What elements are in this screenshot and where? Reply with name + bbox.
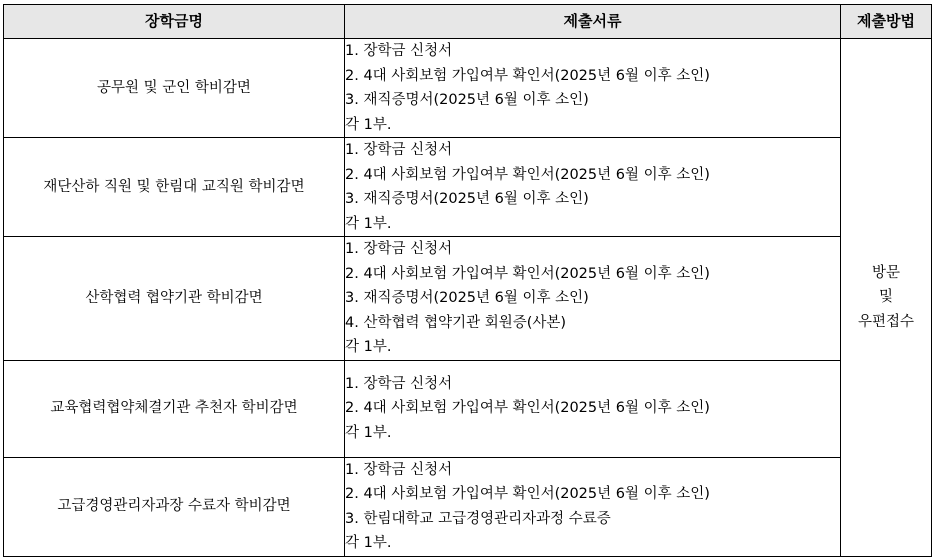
method-line: 우편접수 (857, 313, 915, 330)
document-item: 1. 장학금 신청서 (345, 241, 453, 257)
scholarship-name: 산학협력 협약기관 학비감면 (4, 237, 345, 361)
document-count: 각 1부. (345, 339, 392, 355)
document-item: 2. 4대 사회보험 가입여부 확인서(2025년 6월 이후 소인) (345, 400, 710, 417)
document-item: 2. 4대 사회보험 가입여부 확인서(2025년 6월 이후 소인) (345, 265, 710, 282)
document-item: 1. 장학금 신청서 (345, 375, 453, 392)
table-row (4, 138, 932, 237)
document-item: 1. 장학금 신청서 (345, 43, 453, 59)
documents-cell (345, 138, 841, 237)
table-row (4, 457, 932, 556)
documents-cell (345, 237, 841, 361)
header-documents: 제출서류 (345, 5, 841, 39)
scholarship-name: 고급경영관리자과장 수료자 학비감면 (4, 457, 345, 556)
document-item: 3. 재직증명서(2025년 6월 이후 소인) (345, 92, 589, 108)
document-count: 각 1부. (345, 535, 392, 551)
document-count: 각 1부. (345, 215, 392, 232)
scholarship-documents-table (3, 4, 932, 557)
table-row (4, 360, 932, 457)
scholarship-name: 공무원 및 군인 학비감면 (4, 39, 345, 138)
document-count: 각 1부. (345, 116, 392, 133)
document-item: 1. 장학금 신청서 (345, 142, 453, 158)
header-scholarship-name: 장학금명 (4, 5, 345, 39)
method-line: 방문 (871, 264, 900, 281)
document-item: 4. 산학협력 협약기관 회원증(사본) (345, 314, 567, 331)
document-count: 각 1부. (345, 424, 392, 441)
method-line: 및 (878, 289, 893, 305)
document-item: 2. 4대 사회보험 가입여부 확인서(2025년 6월 이후 소인) (345, 486, 710, 502)
table-row (4, 39, 932, 138)
table-row (4, 237, 932, 361)
documents-cell (345, 360, 841, 457)
document-item: 1. 장학금 신청서 (345, 461, 453, 478)
header-row (4, 5, 932, 39)
document-item: 2. 4대 사회보험 가입여부 확인서(2025년 6월 이후 소인) (345, 166, 710, 183)
document-item: 3. 한림대학교 고급경영관리자과정 수료증 (345, 510, 611, 527)
scholarship-name: 재단산하 직원 및 한림대 교직원 학비감면 (4, 138, 345, 237)
documents-cell (345, 39, 841, 138)
document-item: 3. 재직증명서(2025년 6월 이후 소인) (345, 191, 589, 207)
header-method: 제출방법 (841, 5, 932, 39)
document-item: 3. 재직증명서(2025년 6월 이후 소인) (345, 290, 589, 306)
scholarship-name: 교육협력협약체결기관 추천자 학비감면 (4, 360, 345, 457)
document-item: 2. 4대 사회보험 가입여부 확인서(2025년 6월 이후 소인) (345, 67, 710, 84)
submission-method (841, 39, 932, 557)
documents-cell (345, 457, 841, 556)
